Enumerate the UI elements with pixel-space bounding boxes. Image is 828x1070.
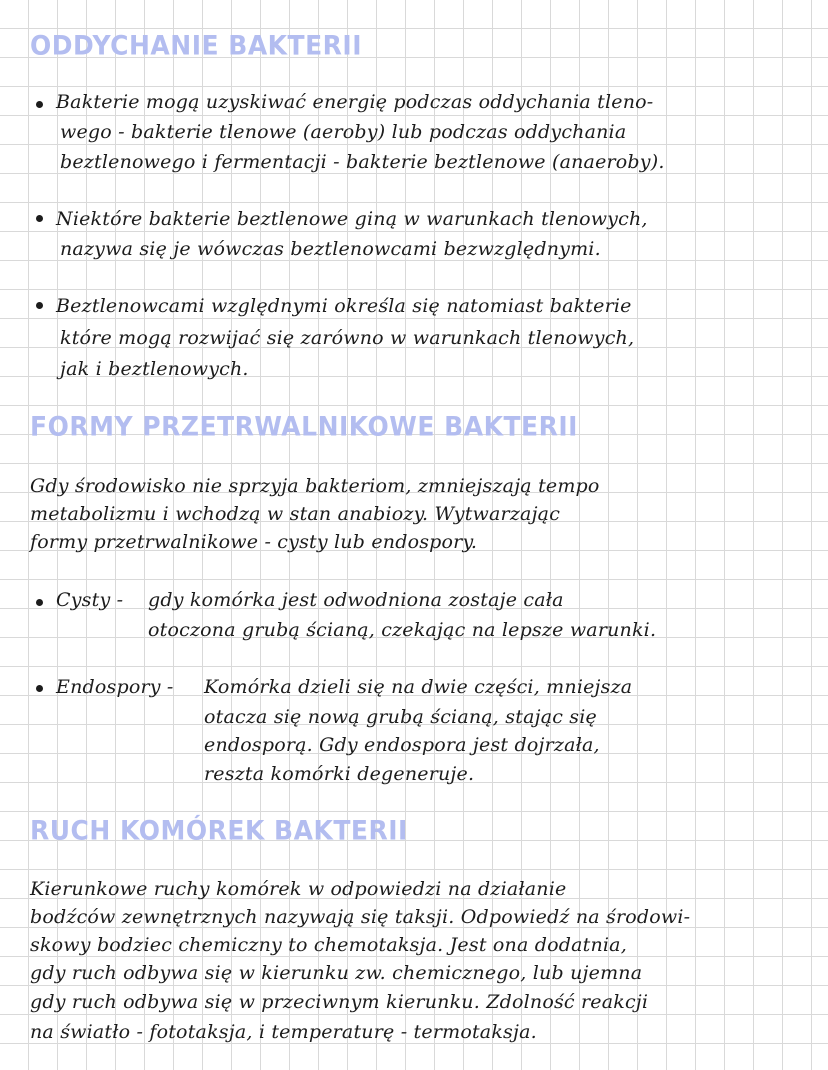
text-line: endosporą. Gdy endospora jest dojrzała,: [204, 734, 600, 756]
bullet-icon: [36, 101, 43, 108]
text-line: jak i beztlenowych.: [60, 358, 249, 380]
text-line: gdy komórka jest odwodniona zostaje cała: [148, 589, 564, 611]
text-line: na światło - fototaksja, i temperaturę - termotaksja.: [30, 1021, 537, 1043]
bullet-icon: [36, 302, 43, 309]
text-line: otoczona grubą ścianą, czekając na lepsze warunki.: [148, 619, 657, 641]
text-line: wego - bakterie tlenowe (aeroby) lub podczas oddychania: [60, 121, 627, 143]
text-line: Niektóre bakterie beztlenowe giną w warunkach tlenowych,: [56, 208, 648, 230]
text-line: które mogą rozwijać się zarówno w warunkach tlenowych,: [60, 327, 635, 349]
text-line: formy przetrwalnikowe - cysty lub endospory.: [30, 531, 478, 553]
bullet-icon: [36, 215, 43, 222]
text-line: Gdy środowisko nie sprzyja bakteriom, zmniejszają tempo: [30, 475, 600, 497]
bullet-icon: [36, 599, 43, 606]
text-line: Kierunkowe ruchy komórek w odpowiedzi na działanie: [30, 878, 567, 900]
text-line: skowy bodziec chemiczny to chemotaksja. Jest ona dodatnia,: [30, 934, 627, 956]
bullet-term: Endospory -: [56, 676, 174, 698]
heading-oddychanie: ODDYCHANIE BAKTERII: [30, 30, 363, 61]
text-line: otacza się nową grubą ścianą, stając się: [204, 706, 597, 728]
text-line: reszta komórki degeneruje.: [204, 763, 475, 785]
bullet-icon: [36, 685, 43, 692]
text-line: Bakterie mogą uzyskiwać energię podczas oddychania tleno-: [56, 91, 654, 113]
heading-ruch-komorek: RUCH KOMÓREK BAKTERII: [30, 815, 408, 846]
text-line: Komórka dzieli się na dwie części, mniejsza: [204, 676, 633, 698]
heading-formy-przetrwalnikowe: FORMY PRZETRWALNIKOWE BAKTERII: [30, 411, 578, 442]
text-line: gdy ruch odbywa się w przeciwnym kierunku. Zdolność reakcji: [30, 991, 649, 1013]
bullet-term: Cysty -: [56, 589, 124, 611]
text-line: nazywa się je wówczas beztlenowcami bezwzględnymi.: [60, 238, 601, 260]
text-line: gdy ruch odbywa się w kierunku zw. chemicznego, lub ujemna: [30, 962, 643, 984]
text-line: Beztlenowcami względnymi określa się natomiast bakterie: [56, 295, 632, 317]
text-line: bodźców zewnętrznych nazywają się taksji. Odpowiedź na środowi-: [30, 906, 691, 928]
text-line: metabolizmu i wchodzą w stan anabiozy. Wytwarzając: [30, 503, 561, 525]
text-line: beztlenowego i fermentacji - bakterie beztlenowe (anaeroby).: [60, 151, 665, 173]
